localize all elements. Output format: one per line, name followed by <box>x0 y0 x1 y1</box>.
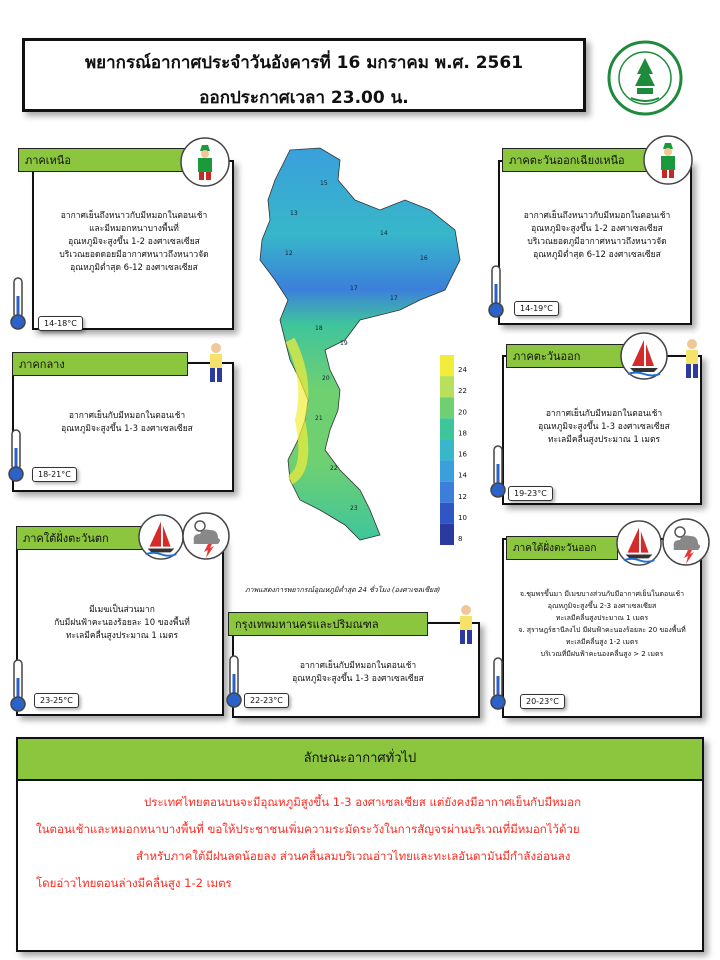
contour-label: 14 <box>380 230 388 237</box>
region-header-bangkok: กรุงเทพมหานครและปริมณฑล <box>228 612 428 636</box>
thermometer-icon <box>8 658 28 714</box>
issue-time: ออกประกาศเวลา 23.00 น. <box>199 88 409 108</box>
person-light-clothes-icon <box>204 342 228 386</box>
region-forecast-bangkok: อากาศเย็นกับมีหมอกในตอนเช้า อุณหภูมิจะสูงขึ้น 1-3 องศาเซลเซียส <box>292 661 424 684</box>
contour-label: 13 <box>290 210 298 217</box>
thunderstorm-icon <box>662 518 710 566</box>
contour-label: 20 <box>322 375 330 382</box>
general-weather-title: ลักษณะอากาศทั่วไป <box>18 739 702 781</box>
contour-label: 15 <box>320 180 328 187</box>
person-light-clothes-icon <box>680 338 704 382</box>
contour-label: 22 <box>330 465 338 472</box>
contour-label: 17 <box>390 295 398 302</box>
legend-tick-label: 18 <box>458 429 467 438</box>
legend-tick-label: 12 <box>458 492 467 501</box>
region-forecast-northeast: อากาศเย็นถึงหนาวกับมีหมอกในตอนเช้า อุณหภูมิจะสูงขึ้น 1-2 องศาเซลเซียส บริเวณยอดภูมีอากาศหนาวถึงหนาวจัด อุณหภูมิต่ำสุด 6-12 องศาเซลเซียส <box>523 211 671 260</box>
title-box <box>22 38 586 112</box>
general-weather-panel <box>16 737 704 952</box>
contour-label: 21 <box>315 415 323 422</box>
region-forecast-central: อากาศเย็นกับมีหมอกในตอนเช้า อุณหภูมิจะสูงขึ้น 1-3 องศาเซลเซียส <box>61 411 193 434</box>
map-caption: ภาพแสดงการพยากรณ์อุณหภูมิต่ำสุด 24 ชั่วโมง (องศาเซลเซียส) <box>245 586 441 594</box>
region-header-north: ภาคเหนือ <box>18 148 194 172</box>
temp-badge-bangkok: 22-23°C <box>244 693 289 708</box>
temp-badge-north: 14-18°C <box>38 316 83 331</box>
region-header-east: ภาคตะวันออก <box>506 344 636 368</box>
thunderstorm-icon <box>182 512 230 560</box>
temp-badge-south-west: 23-25°C <box>34 693 79 708</box>
temp-badge-central: 18-21°C <box>32 467 77 482</box>
legend-tick-label: 8 <box>458 535 463 543</box>
thermometer-icon <box>8 276 28 332</box>
region-header-south-west: ภาคใต้ฝั่งตะวันตก <box>16 526 148 550</box>
person-warm-clothes-icon <box>643 135 693 185</box>
person-light-clothes-icon <box>454 604 478 648</box>
legend-tick-label: 16 <box>458 450 467 459</box>
legend-swatch <box>440 397 454 418</box>
legend-swatch <box>440 355 454 376</box>
legend-swatch <box>440 418 454 439</box>
region-header-central: ภาคกลาง <box>12 352 188 376</box>
contour-label: 19 <box>340 340 348 347</box>
region-forecast-east: อากาศเย็นกับมีหมอกในตอนเช้า อุณหภูมิจะสูงขึ้น 1-3 องศาเซลเซียส ทะเลมีคลื่นสูงประมาณ 1 เมตร <box>538 409 670 445</box>
legend-tick-label: 22 <box>458 387 467 396</box>
legend-swatch <box>440 439 454 460</box>
legend-tick-label: 10 <box>458 513 467 522</box>
legend-swatch <box>440 461 454 482</box>
temp-badge-east: 19-23°C <box>508 486 553 501</box>
legend-swatch <box>440 376 454 397</box>
thermometer-icon <box>488 656 508 712</box>
region-forecast-north: อากาศเย็นถึงหนาวกับมีหมอกในตอนเช้า และมีหมอกหนาบางพื้นที่ อุณหภูมิจะสูงขึ้น 1-2 องศาเซลเซียส บริเวณยอดดอยมีอากาศหนาวถึงหนาวจัด อุณหภูมิต่ำสุด 6-12 องศาเซลเซียส <box>59 211 209 273</box>
contour-label: 16 <box>420 255 428 262</box>
thermometer-icon <box>6 428 26 484</box>
thermometer-icon <box>224 654 244 710</box>
region-header-northeast: ภาคตะวันออกเฉียงเหนือ <box>502 148 662 172</box>
page-title: พยากรณ์อากาศประจำวันอังคารที่ 16 มกราคม พ.ศ. 2561 <box>84 53 524 73</box>
contour-label: 18 <box>315 325 323 332</box>
temp-badge-south-east: 20-23°C <box>520 694 565 709</box>
region-header-south-east: ภาคใต้ฝั่งตะวันออก <box>506 536 618 560</box>
general-weather-text: ประเทศไทยตอนบนจะมีอุณหภูมิสูงขึ้น 1-3 องศาเซลเซียส แต่ยังคงมีอากาศเย็นกับมีหมอก ในตอนเช้าและหมอกหนาบางพื้นที่ ขอให้ประชาชนเพิ่มความระมัดระวังในการสัญจรผ่านบริเวณที่มีหมอกไว้ด้วย สำหรับภาคใต้มีฝนลดน้อยลง ส่วนคลื่นลมบริเวณอ่าวไทยและทะเลอันดามันมีกำลังอ่อนลง โดยอ่าวไทยตอนล่างมีคลื่นสูง 1-2 เมตร <box>36 795 582 890</box>
contour-label: 12 <box>285 250 293 257</box>
temperature-legend <box>440 355 467 545</box>
legend-tick-label: 24 <box>458 366 467 375</box>
meteorological-department-logo <box>607 40 683 116</box>
region-forecast-south-west: มีเมฆเป็นส่วนมาก กับมีฝนฟ้าคะนองร้อยละ 10 ของพื้นที่ ทะเลมีคลื่นสูงประมาณ 1 เมตร <box>54 605 190 641</box>
contour-label: 17 <box>350 285 358 292</box>
legend-swatch <box>440 503 454 524</box>
thermometer-icon <box>488 444 508 500</box>
sailboat-icon <box>616 520 662 566</box>
person-warm-clothes-icon <box>180 137 230 187</box>
temp-badge-northeast: 14-19°C <box>514 301 559 316</box>
legend-tick-label: 14 <box>458 471 467 480</box>
legend-tick-label: 20 <box>458 408 467 417</box>
sailboat-icon <box>138 514 184 560</box>
contour-label: 23 <box>350 505 358 512</box>
sailboat-icon <box>620 332 668 380</box>
legend-swatch <box>440 524 454 545</box>
legend-swatch <box>440 482 454 503</box>
region-forecast-south-east: จ.ชุมพรขึ้นมา มีเมฆบางส่วนกับมีอากาศเย็นในตอนเช้า อุณหภูมิจะสูงขึ้น 2-3 องศาเซลเซียส ทะเลมีคลื่นสูงประมาณ 1 เมตร จ. สุราษฎร์ธานีลงไป มีฝนฟ้าคะนองร้อยละ 20 ของพื้นที่ ทะเลมีคลื่นสูง 1-2 เมตร บริเวณที่มีฝนฟ้าคะนองคลื่นสูง > 2 เมตร <box>518 590 686 658</box>
